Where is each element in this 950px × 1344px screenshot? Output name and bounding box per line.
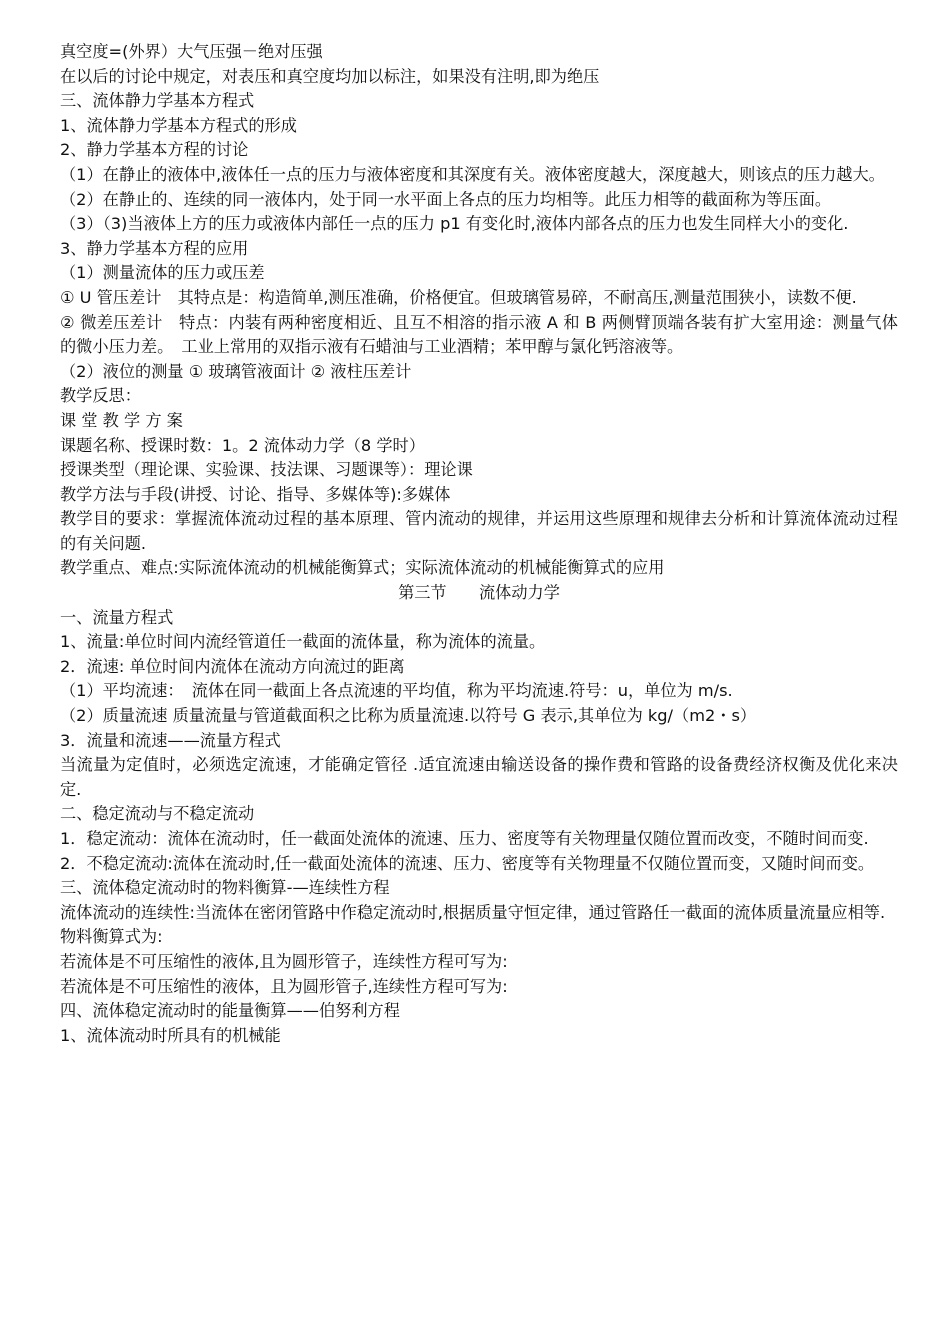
paragraph: （2）在静止的、连续的同一液体内，处于同一水平面上各点的压力均相等。此压力相等的截面称为等压面。 [60, 189, 832, 209]
paragraph: 教学方法与手段(讲授、讨论、指导、多媒体等):多媒体 [60, 484, 451, 504]
paragraph: 教学重点、难点:实际流体流动的机械能衡算式；实际流体流动的机械能衡算式的应用 [60, 558, 665, 578]
paragraph: 四、流体稳定流动时的能量衡算——伯努利方程 [60, 1001, 400, 1021]
paragraph: 真空度=(外界）大气压强－绝对压强 [60, 42, 323, 61]
section-heading: 第三节 流体动力学 [398, 583, 560, 603]
paragraph: ② 微差压差计 特点：内装有两种密度相近、且互不相溶的指示液 A 和 B 两侧臂顶端各装有扩大室用途：测量气体的微小压力差。 工业上常用的双指示液有石蜡油与工业酒精；苯甲醇与氯化钙溶液等。 [60, 312, 898, 357]
paragraph: 3．流量和流速——流量方程式 [60, 730, 281, 750]
paragraph: 1．稳定流动：流体在流动时，任一截面处流体的流速、压力、密度等有关物理量仅随位置而改变，不随时间而变. [60, 829, 869, 848]
paragraph: 三、流体静力学基本方程式 [60, 91, 255, 111]
paragraph: （2）液位的测量 ① 玻璃管液面计 ② 液柱压差计 [60, 361, 412, 381]
paragraph: 三、流体稳定流动时的物料衡算-—连续性方程 [60, 878, 390, 898]
paragraph: 教学目的要求：掌握流体流动过程的基本原理、管内流动的规律，并运用这些原理和规律去分析和计算流体流动过程的有关问题. [60, 509, 898, 553]
paragraph: 课 堂 教 学 方 案 [60, 410, 183, 430]
paragraph: 若流体是不可压缩性的液体，且为圆形管子,连续性方程可写为: [60, 976, 508, 996]
paragraph: 流体流动的连续性:当流体在密闭管路中作稳定流动时,根据质量守恒定律，通过管路任一截面的流体质量流量应相等. [60, 902, 886, 922]
paragraph: 3、静力学基本方程的应用 [60, 238, 249, 258]
paragraph: （1）平均流速： 流体在同一截面上各点流速的平均值，称为平均流速.符号：u，单位为 m/s. [60, 681, 733, 701]
document-body [60, 40, 898, 1048]
paragraph: 物料衡算式为: [60, 927, 163, 947]
paragraph: （1）在静止的液体中,液体任一点的压力与液体密度和其深度有关。液体密度越大，深度越大，则该点的压力越大。 [60, 164, 885, 184]
paragraph: （1）测量流体的压力或压差 [60, 263, 265, 283]
paragraph: 授课类型（理论课、实验课、技法课、习题课等）：理论课 [60, 460, 473, 480]
paragraph: 2．流速: 单位时间内流体在流动方向流过的距离 [60, 656, 405, 676]
paragraph: 当流量为定值时，必须选定流速，才能确定管径 .适宜流速由输送设备的操作费和管路的设备费经济权衡及优化来决定. [60, 755, 898, 799]
paragraph: （2）质量流速 质量流量与管道截面积之比称为质量流速.以符号 G 表示,其单位为 kg/（m2・s） [60, 706, 757, 726]
paragraph: 一、流量方程式 [60, 607, 174, 627]
paragraph: （3）（3)当液体上方的压力或液体内部任一点的压力 p1 有变化时,液体内部各点的压力也发生同样大小的变化. [60, 214, 849, 234]
paragraph: 若流体是不可压缩性的液体,且为圆形管子，连续性方程可写为: [60, 951, 508, 971]
paragraph: 2．不稳定流动:流体在流动时,任一截面处流体的流速、压力、密度等有关物理量不仅随位置而变，又随时间而变。 [60, 853, 875, 873]
paragraph: 1、流体静力学基本方程式的形成 [60, 115, 297, 135]
paragraph: 在以后的讨论中规定，对表压和真空度均加以标注，如果没有注明,即为绝压 [60, 66, 600, 86]
paragraph: 二、稳定流动与不稳定流动 [60, 804, 255, 824]
paragraph: 1、流体流动时所具有的机械能 [60, 1025, 281, 1045]
paragraph: 1、流量:单位时间内流经管道任一截面的流体量，称为流体的流量。 [60, 632, 546, 652]
paragraph: 2、静力学基本方程的讨论 [60, 140, 249, 160]
paragraph: ① U 管压差计 其特点是：构造简单,测压准确，价格便宜。但玻璃管易碎，不耐高压,测量范围狭小，读数不便. [60, 287, 857, 307]
paragraph: 教学反思： [60, 386, 141, 406]
paragraph: 课题名称、授课时数：1。2 流体动力学（8 学时） [60, 435, 425, 455]
